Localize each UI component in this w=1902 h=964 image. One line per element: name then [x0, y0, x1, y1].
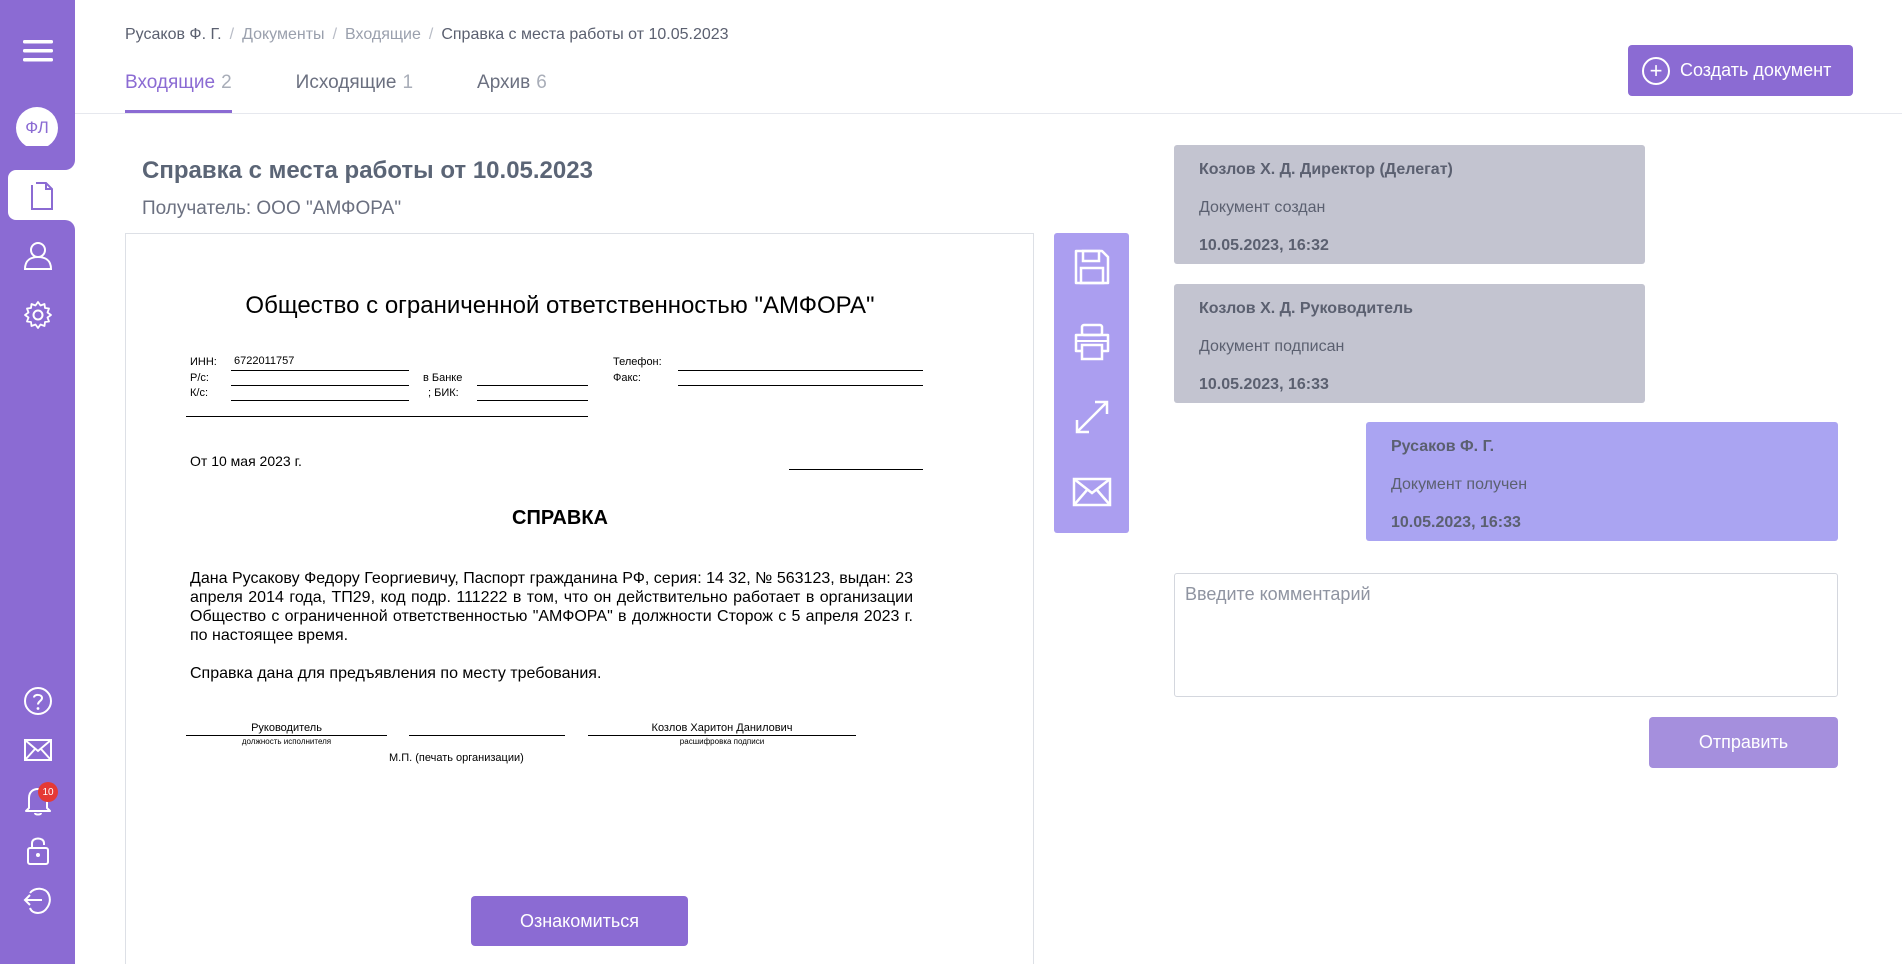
- sidebar-item-messages[interactable]: [0, 725, 75, 775]
- history-card: [1174, 145, 1645, 264]
- doc-bik-label: ; БИК:: [428, 387, 459, 399]
- print-icon: [1073, 323, 1111, 361]
- history-author: Козлов Х. Д. Директор (Делегат): [1199, 161, 1453, 178]
- plus-icon: +: [1642, 57, 1670, 85]
- sidebar-item-documents[interactable]: [8, 170, 75, 220]
- document-tools: [1054, 233, 1129, 533]
- sidebar-item-help[interactable]: [0, 676, 75, 726]
- gear-icon: [23, 300, 53, 330]
- history-action: Документ подписан: [1199, 338, 1345, 355]
- sidebar-item-lock[interactable]: [0, 825, 75, 875]
- menu-button[interactable]: [0, 26, 75, 76]
- doc-stamp-note: М.П. (печать организации): [389, 752, 524, 764]
- mail-icon: [23, 738, 53, 762]
- doc-date: От 10 мая 2023 г.: [190, 453, 302, 469]
- expand-icon: [1073, 398, 1111, 436]
- tabs: [125, 72, 611, 114]
- breadcrumb-item-documents[interactable]: Документы: [242, 26, 325, 43]
- logout-icon: [22, 884, 54, 916]
- doc-rs-label: Р/с:: [190, 372, 209, 384]
- history-action: Документ создан: [1199, 199, 1326, 216]
- sidebar-item-notifications[interactable]: [0, 775, 75, 825]
- send-button[interactable]: Отправить: [1649, 717, 1838, 768]
- doc-fax-label: Факс:: [613, 372, 641, 384]
- comment-input[interactable]: [1174, 573, 1838, 697]
- doc-phone-label: Телефон:: [613, 356, 662, 368]
- document-icon: [28, 179, 56, 211]
- page-title: Справка с места работы от 10.05.2023: [142, 157, 593, 184]
- avatar[interactable]: ФЛ: [16, 107, 58, 149]
- send-mail-button[interactable]: [1054, 462, 1129, 522]
- doc-body: Дана Русакову Федору Георгиевичу, Паспорт гражданина РФ, серия: 14 32, № 563123, выдан: 23 апреля 2014 года, ТП29, код подр. 111222 в том, что он действительно работает в организации Общество с ограниченной ответственностью "АМФОРА" в должности Сторож с 5 апреля 2023 г. по настоящее время.: [190, 570, 913, 644]
- doc-bank-label: в Банке: [423, 372, 463, 384]
- history-action: Документ получен: [1391, 476, 1528, 493]
- doc-sig-name: Козлов Харитон Данилович: [651, 722, 793, 734]
- help-icon: [23, 686, 53, 716]
- sidebar-item-settings[interactable]: [0, 290, 75, 340]
- create-document-button[interactable]: + Создать документ: [1628, 45, 1853, 96]
- tab-outgoing[interactable]: Исходящие 1: [295, 72, 414, 93]
- sidebar-item-logout[interactable]: [0, 875, 75, 925]
- expand-button[interactable]: [1054, 387, 1129, 447]
- doc-inn-value: 6722011757: [234, 355, 295, 367]
- document-preview: [125, 233, 1034, 964]
- breadcrumb-item-current: Справка с места работы от 10.05.2023: [441, 26, 729, 43]
- lock-icon: [24, 834, 52, 866]
- doc-sig-position-caption: должность исполнителя: [241, 737, 332, 746]
- history-time: 10.05.2023, 16:33: [1199, 376, 1329, 393]
- breadcrumb: Русаков Ф. Г. / Документы / Входящие / Справка с места работы от 10.05.2023: [125, 26, 729, 43]
- doc-sig-position: Руководитель: [251, 722, 322, 734]
- breadcrumb-item-user[interactable]: Русаков Ф. Г.: [125, 26, 222, 43]
- history-time: 10.05.2023, 16:32: [1199, 237, 1329, 254]
- tab-archive[interactable]: Архив 6: [477, 72, 547, 93]
- notification-badge: 10: [38, 782, 58, 802]
- document-recipient: Получатель: ООО "АМФОРА": [142, 198, 402, 219]
- history-card: [1366, 422, 1838, 541]
- history-author: Русаков Ф. Г.: [1391, 438, 1495, 455]
- history-time: 10.05.2023, 16:33: [1391, 514, 1521, 531]
- history-author: Козлов Х. Д. Руководитель: [1199, 300, 1413, 317]
- acknowledge-button[interactable]: Ознакомиться: [471, 896, 688, 946]
- doc-sig-name-caption: расшифровка подписи: [679, 737, 765, 746]
- history-card: [1174, 284, 1645, 403]
- tab-incoming[interactable]: Входящие 2: [125, 72, 232, 114]
- user-icon: [22, 239, 54, 271]
- mail-icon: [1072, 477, 1112, 507]
- doc-heading: СПРАВКА: [512, 507, 608, 529]
- header-divider: [75, 113, 1902, 114]
- doc-body-footer: Справка дана для предъявления по месту требования.: [190, 665, 602, 682]
- save-icon: [1073, 248, 1111, 286]
- breadcrumb-item-incoming[interactable]: Входящие: [345, 26, 421, 43]
- sidebar: [0, 0, 75, 964]
- sidebar-item-users[interactable]: [0, 230, 75, 280]
- save-button[interactable]: [1054, 237, 1129, 297]
- doc-ks-label: К/с:: [190, 387, 209, 399]
- hamburger-icon: [22, 38, 54, 64]
- print-button[interactable]: [1054, 312, 1129, 372]
- doc-org-name: Общество с ограниченной ответственностью "АМФОРА": [245, 292, 875, 319]
- doc-inn-label: ИНН:: [190, 356, 217, 368]
